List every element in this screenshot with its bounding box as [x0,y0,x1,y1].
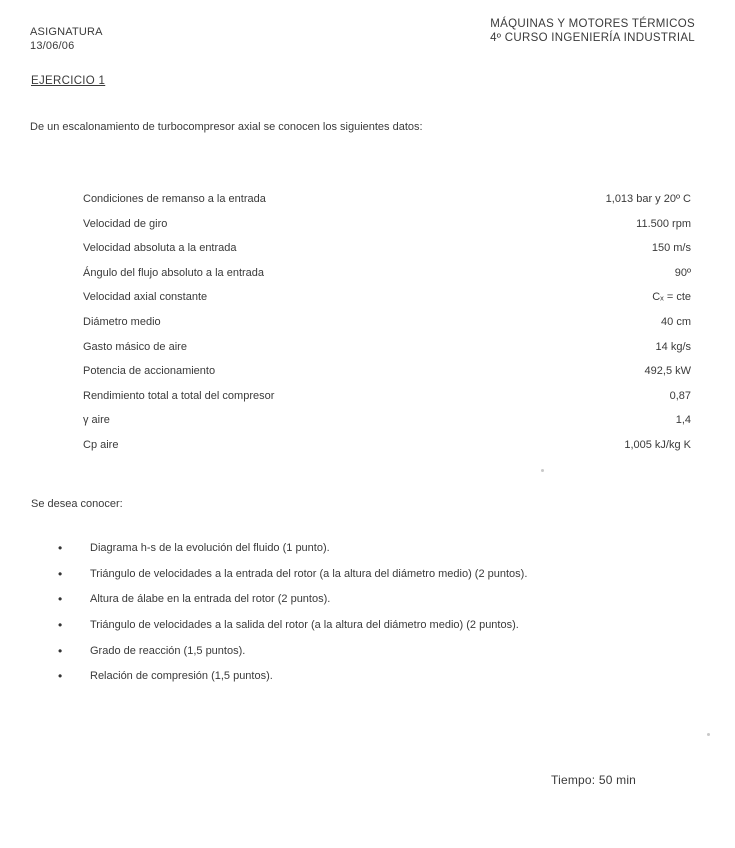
task-text: Relación de compresión (1,5 puntos). [90,670,273,683]
data-value: 492,5 kW [644,365,691,378]
data-label: Potencia de accionamiento [83,365,216,378]
data-value: 14 kg/s [655,340,691,353]
question-intro: Se desea conocer: [31,498,123,510]
data-table [83,189,691,460]
task-item [58,616,527,642]
data-value: 0,87 [669,389,691,402]
course-title: MÁQUINAS Y MOTORES TÉRMICOS [490,18,695,30]
header-left [30,25,103,53]
data-value: 1,4 [675,414,691,427]
task-item [58,642,527,668]
data-value: 150 m/s [651,242,691,255]
bullet-icon: • [58,669,63,684]
data-row [83,435,691,460]
data-label: γ aire [83,414,110,427]
data-value: 11.500 rpm [636,217,691,230]
subject-label: ASIGNATURA [30,26,103,38]
task-text: Triángulo de velocidades a la salida del rotor (a la altura del diámetro medio) (2 puntos). [90,619,519,632]
header-right [490,17,695,45]
task-text: Altura de álabe en la entrada del rotor (2 puntos). [90,593,331,606]
exam-date: 13/06/06 [30,40,75,52]
bullet-icon: • [58,618,63,633]
bullet-icon: • [58,566,63,581]
data-row [83,214,691,239]
scan-speck [707,733,710,736]
exercise-title: EJERCICIO 1 [31,75,106,87]
data-row [83,189,691,214]
scan-speck [541,469,544,472]
time-allowed: Tiempo: 50 min [551,773,637,787]
data-row [83,312,691,337]
data-label: Condiciones de remanso a la entrada [83,193,266,205]
data-row [83,386,691,411]
data-label: Velocidad axial constante [83,291,208,304]
bullet-icon: • [58,592,63,607]
data-label: Gasto másico de aire [83,340,187,353]
data-row [83,238,691,263]
data-value: Cₓ = cte [652,291,691,304]
course-subtitle: 4º CURSO INGENIERÍA INDUSTRIAL [490,32,695,44]
task-item [58,590,527,616]
data-label: Ángulo del flujo absoluto a la entrada [83,266,265,279]
data-row [83,361,691,386]
data-value: 1,013 bar y 20º C [605,193,691,205]
data-row [83,287,691,312]
bullet-icon: • [58,541,63,555]
intro-text: De un escalonamiento de turbocompresor axial se conocen los siguientes datos: [30,121,423,133]
task-list [58,539,527,693]
data-row [83,410,691,435]
bullet-icon: • [58,643,63,658]
data-value: 40 cm [661,315,691,328]
data-label: Velocidad absoluta a la entrada [83,242,237,255]
task-text: Diagrama h-s de la evolución del fluido (1 punto). [90,542,330,554]
data-row [83,337,691,362]
data-value: 90º [674,266,691,279]
data-value: 1,005 kJ/kg K [624,438,691,451]
task-text: Grado de reacción (1,5 puntos). [90,644,246,657]
task-item [58,565,527,591]
data-label: Diámetro medio [83,315,161,328]
task-item [58,539,527,565]
task-text: Triángulo de velocidades a la entrada del rotor (a la altura del diámetro medio) (2 puntos). [90,567,528,580]
data-label: Velocidad de giro [83,217,168,230]
data-label: Rendimiento total a total del compresor [83,389,275,402]
data-row [83,263,691,288]
data-label: Cp aire [83,438,119,451]
task-item [58,667,527,693]
